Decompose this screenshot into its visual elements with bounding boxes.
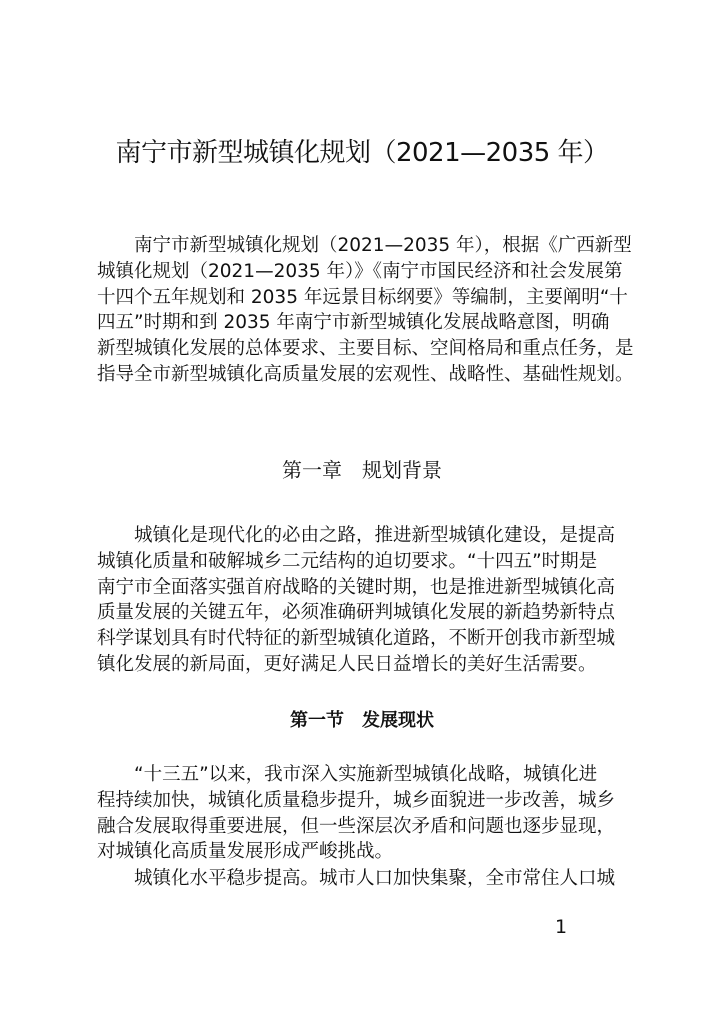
section-heading: 第一节 发展现状	[290, 710, 434, 731]
chapter-line: 科学谋划具有时代特征的新型城镇化道路，不断开创我市新型城	[97, 628, 616, 650]
intro-line: 南宁市新型城镇化规划（2021—2035 年），根据《广西新型	[97, 235, 632, 256]
final-line: 城镇化水平稳步提高。城市人口加快集聚，全市常住人口城	[97, 868, 616, 889]
final-paragraph	[97, 866, 649, 892]
chapter-line: 城镇化质量和破解城乡二元结构的迫切要求。“十四五”时期是	[97, 550, 598, 572]
intro-line: 十四个五年规划和 2035 年远景目标纲要》等编制，主要阐明“十	[97, 286, 628, 308]
section-line: “十三五”以来，我市深入实施新型城镇化战略，城镇化进	[97, 764, 598, 785]
section-paragraph	[97, 762, 649, 865]
intro-paragraph	[97, 233, 649, 388]
page-number: 1	[555, 916, 568, 938]
chapter-line: 南宁市全面落实强首府战略的关键时期，也是推进新型城镇化高	[97, 576, 616, 598]
section-line: 对城镇化高质量发展形成严峻挑战。	[97, 841, 394, 863]
intro-line: 新型城镇化发展的总体要求、主要目标、空间格局和重点任务，是	[97, 338, 634, 360]
section-line: 程持续加快，城镇化质量稳步提升，城乡面貌进一步改善，城乡	[97, 789, 616, 811]
chapter-line: 质量发展的关键五年，必须准确研判城镇化发展的新趋势新特点	[97, 602, 616, 624]
intro-line: 城镇化规划（2021—2035 年）》《南宁市国民经济和社会发展第	[97, 260, 623, 282]
chapter-heading: 第一章 规划背景	[282, 458, 442, 482]
intro-line: 四五”时期和到 2035 年南宁市新型城镇化发展战略意图，明确	[97, 312, 610, 334]
intro-line: 指导全市新型城镇化高质量发展的宏观性、战略性、基础性规划。	[97, 363, 634, 385]
chapter-paragraph	[97, 523, 649, 678]
chapter-line: 镇化发展的新局面，更好满足人民日益增长的美好生活需要。	[97, 653, 597, 675]
chapter-line: 城镇化是现代化的必由之路，推进新型城镇化建设，是提高	[97, 525, 616, 546]
document-title: 南宁市新型城镇化规划（2021—2035 年）	[115, 138, 609, 168]
section-line: 融合发展取得重要进展，但一些深层次矛盾和问题也逐步显现，	[97, 815, 616, 837]
